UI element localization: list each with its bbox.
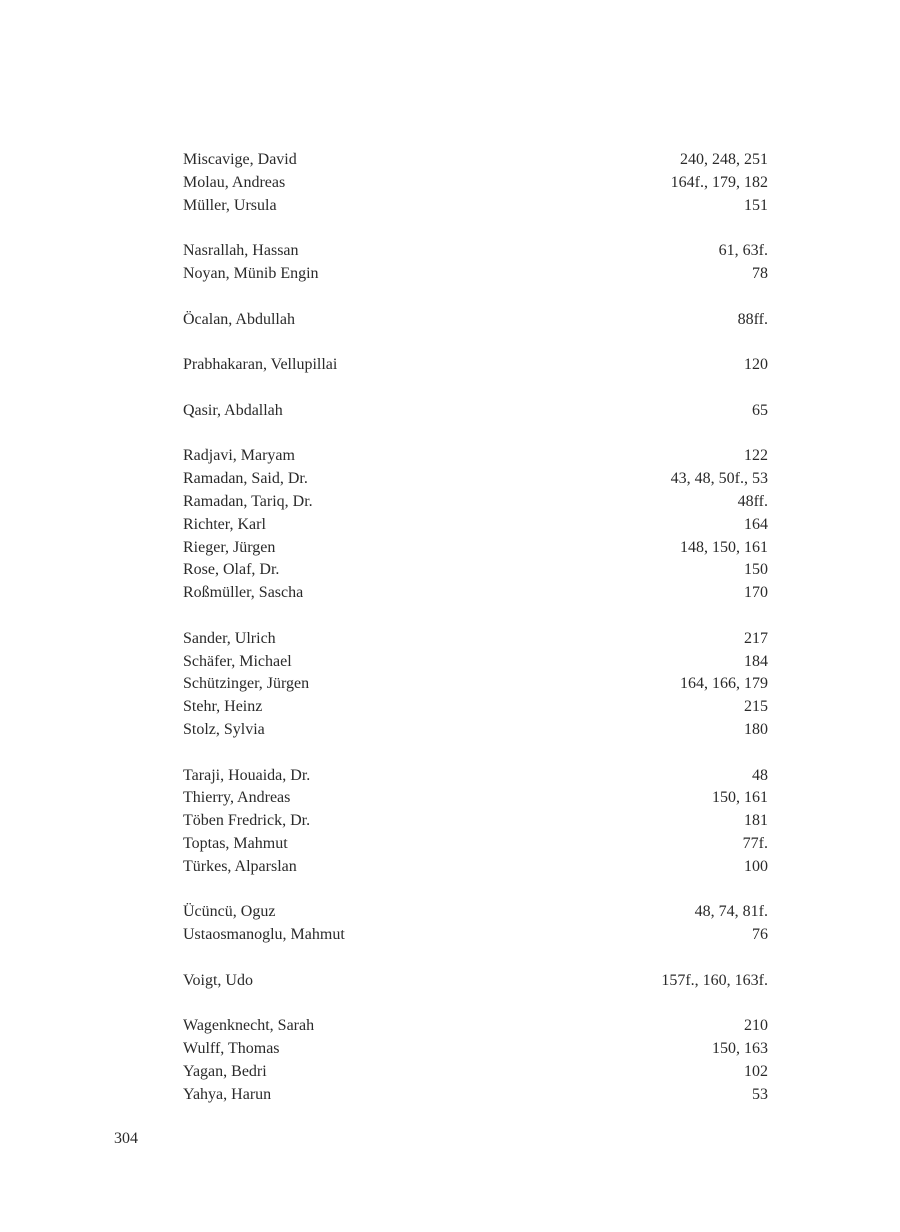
- index-letter-group: [183, 240, 768, 286]
- index-entry: [183, 1038, 768, 1061]
- index-entry-pages: 53: [752, 1085, 768, 1103]
- index-entry-pages: 217: [744, 629, 768, 647]
- index-entry-pages: 65: [752, 401, 768, 419]
- index-entry: [183, 810, 768, 833]
- index-entry-name: Noyan, Münib Engin: [183, 264, 319, 282]
- index-entry: [183, 833, 768, 856]
- index-entry-pages: 164, 166, 179: [680, 675, 768, 693]
- index-entry-name: Voigt, Udo: [183, 971, 253, 989]
- index-entry: [183, 970, 768, 993]
- index-entry-name: Sander, Ulrich: [183, 629, 276, 647]
- index-entry-pages: 150: [744, 561, 768, 579]
- index-entry: [183, 787, 768, 810]
- index-letter-group: [183, 765, 768, 879]
- index-entry-pages: 170: [744, 584, 768, 602]
- index-entry-pages: 215: [744, 698, 768, 716]
- index-entry-pages: 151: [744, 196, 768, 214]
- index-entry-name: Rose, Olaf, Dr.: [183, 561, 280, 579]
- index-entry-name: Taraji, Houaida, Dr.: [183, 766, 311, 784]
- index-entry: [183, 651, 768, 674]
- index-entry-pages: 102: [744, 1062, 768, 1080]
- index-letter-group: [183, 445, 768, 605]
- index-entry-name: Stehr, Heinz: [183, 698, 263, 716]
- index-entry: [183, 149, 768, 172]
- index-entry: [183, 354, 768, 377]
- index-letter-group: [183, 309, 768, 332]
- index-entry-pages: 210: [744, 1017, 768, 1035]
- index-entry-pages: 77f.: [742, 834, 768, 852]
- index-entry: [183, 1084, 768, 1107]
- index-entry-pages: 164f., 179, 182: [670, 173, 768, 191]
- index-entry: [183, 468, 768, 491]
- index-entry-pages: 164: [744, 515, 768, 533]
- index-entry-name: Türkes, Alparslan: [183, 857, 297, 875]
- index-letter-group: [183, 970, 768, 993]
- index-entry: [183, 491, 768, 514]
- index-entry-name: Qasir, Abdallah: [183, 401, 283, 419]
- index-entry-pages: 76: [752, 926, 768, 944]
- index-entry-name: Schäfer, Michael: [183, 652, 292, 670]
- index-entry: [183, 195, 768, 218]
- index-entry-pages: 78: [752, 264, 768, 282]
- index-entry: [183, 901, 768, 924]
- index-entry: [183, 924, 768, 947]
- index-entry-name: Öcalan, Abdullah: [183, 310, 295, 328]
- index-entry: [183, 765, 768, 788]
- index-entry-pages: 157f., 160, 163f.: [661, 971, 768, 989]
- index-entry-name: Stolz, Sylvia: [183, 720, 265, 738]
- index-entry-pages: 148, 150, 161: [680, 538, 768, 556]
- index-letter-group: [183, 901, 768, 947]
- index-entry-pages: 240, 248, 251: [680, 151, 768, 168]
- index-entry: [183, 400, 768, 423]
- index-entry-name: Yahya, Harun: [183, 1085, 272, 1103]
- index-entry: [183, 445, 768, 468]
- index-entry-pages: 181: [744, 812, 768, 830]
- index-entry-name: Miscavige, David: [183, 151, 297, 168]
- index-entry-pages: 48ff.: [737, 492, 768, 510]
- index-entry-name: Ücüncü, Oguz: [183, 903, 276, 921]
- index-entry: [183, 559, 768, 582]
- index-entry-pages: 180: [744, 720, 768, 738]
- index-entry-pages: 88ff.: [737, 310, 768, 328]
- index-entry-name: Yagan, Bedri: [183, 1062, 267, 1080]
- index-letter-group: [183, 149, 768, 217]
- index-entry: [183, 309, 768, 332]
- index-letter-group: [183, 1015, 768, 1106]
- index-entry: [183, 263, 768, 286]
- index-entry: [183, 1061, 768, 1084]
- index-entry: [183, 240, 768, 263]
- index-entry-name: Thierry, Andreas: [183, 789, 291, 807]
- person-index: [183, 149, 768, 1129]
- index-entry-pages: 120: [744, 356, 768, 374]
- index-entry: [183, 628, 768, 651]
- index-entry-pages: 184: [744, 652, 768, 670]
- index-entry-name: Radjavi, Maryam: [183, 447, 295, 465]
- index-entry-name: Molau, Andreas: [183, 173, 286, 191]
- index-entry-name: Ramadan, Said, Dr.: [183, 470, 308, 488]
- index-entry-pages: 150, 163: [712, 1040, 768, 1058]
- index-entry-name: Wulff, Thomas: [183, 1040, 280, 1058]
- index-entry: [183, 514, 768, 537]
- index-letter-group: [183, 628, 768, 742]
- index-entry-pages: 122: [744, 447, 768, 465]
- index-entry-name: Müller, Ursula: [183, 196, 277, 214]
- index-entry: [183, 582, 768, 605]
- index-entry-name: Rieger, Jürgen: [183, 538, 276, 556]
- index-entry-name: Toptas, Mahmut: [183, 834, 288, 852]
- page-number: 304: [114, 1130, 138, 1147]
- index-entry: [183, 172, 768, 195]
- index-entry-name: Ustaosmanoglu, Mahmut: [183, 926, 345, 944]
- index-entry-pages: 150, 161: [712, 789, 768, 807]
- index-entry: [183, 537, 768, 560]
- index-entry-pages: 48: [752, 766, 768, 784]
- index-entry-name: Wagenknecht, Sarah: [183, 1017, 315, 1035]
- index-entry-name: Ramadan, Tariq, Dr.: [183, 492, 313, 510]
- index-letter-group: [183, 354, 768, 377]
- index-entry-name: Roßmüller, Sascha: [183, 584, 304, 602]
- index-entry-name: Töben Fredrick, Dr.: [183, 812, 311, 830]
- index-entry: [183, 856, 768, 879]
- index-entry: [183, 696, 768, 719]
- index-entry-pages: 48, 74, 81f.: [694, 903, 768, 921]
- index-entry-pages: 100: [744, 857, 768, 875]
- index-entry-name: Schützinger, Jürgen: [183, 675, 310, 693]
- index-entry-pages: 61, 63f.: [718, 242, 768, 260]
- index-entry: [183, 1015, 768, 1038]
- index-letter-group: [183, 400, 768, 423]
- index-entry-name: Nasrallah, Hassan: [183, 242, 299, 260]
- index-entry-name: Richter, Karl: [183, 515, 266, 533]
- index-entry: [183, 719, 768, 742]
- index-entry: [183, 673, 768, 696]
- index-entry-name: Prabhakaran, Vellupillai: [183, 356, 338, 374]
- index-entry-pages: 43, 48, 50f., 53: [670, 470, 768, 488]
